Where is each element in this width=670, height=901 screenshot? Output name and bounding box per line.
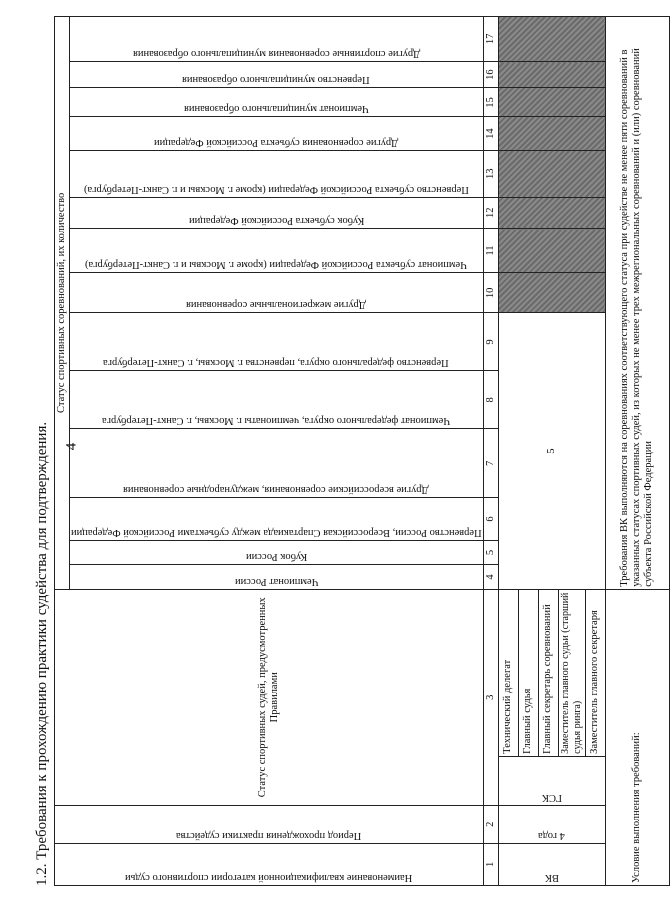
shaded-cell <box>498 197 605 228</box>
shaded-cell <box>498 88 605 117</box>
category-cell: ВК <box>498 843 605 885</box>
column-number: 4 <box>483 565 498 590</box>
period-header: Период прохождения практики судейства <box>55 805 484 843</box>
competition-header: Чемпионат России <box>70 565 484 590</box>
column-number: 16 <box>483 61 498 88</box>
column-number: 14 <box>483 117 498 150</box>
column-number: 6 <box>483 498 498 540</box>
competition-header: Первенство России, Всероссийская Спартакиада между субъектами Российской Федерации <box>70 498 484 540</box>
column-number: 7 <box>483 429 498 498</box>
column-number: 17 <box>483 17 498 62</box>
section-title: 1.2. Требования к прохождению практики судейства для подтверждения. <box>34 421 50 886</box>
shaded-cell <box>498 61 605 88</box>
page-number: 4 <box>63 442 80 451</box>
condition-text: Требования ВК выполняются на соревнованиях соответствующего статуса при судействе не менее пяти соревнований в указанных статусах спортивных судей, из которых не менее трех межрегиональных соревнований и (или) соревнований субъекта Российской Федерации <box>605 17 669 590</box>
column-number: 1 <box>483 843 498 885</box>
competition-header: Первенство субъекта Российской Федерации (кроме г. Москвы и г. Санкт-Петербурга) <box>70 150 484 197</box>
status-item: Заместитель главного судьи (старший судья ринга) <box>558 589 585 756</box>
competition-header: Другие всероссийские соревнования, международные соревнования <box>70 429 484 498</box>
status-item: Главный секретарь соревнований <box>538 589 558 756</box>
count-cell: 5 <box>498 313 605 589</box>
column-number: 8 <box>483 371 498 429</box>
condition-label: Условие выполнения требований: <box>605 589 669 885</box>
competitions-group-header: Статус спортивных соревнований, их количество <box>55 17 70 590</box>
column-number: 15 <box>483 88 498 117</box>
shaded-cell <box>498 228 605 273</box>
status-item: Заместитель главного секретаря <box>585 589 605 756</box>
competition-header: Другие межрегиональные соревнования <box>70 273 484 313</box>
competition-header: Другие соревнования субъекта Российской Федерации <box>70 117 484 150</box>
competition-header: Чемпионат федерального округа, чемпионаты г. Москвы, г. Санкт-Петербурга <box>70 371 484 429</box>
gsk-cell: ГСК <box>498 756 605 805</box>
competition-header: Другие спортивные соревнования муниципального образования <box>70 17 484 62</box>
column-number: 2 <box>483 805 498 843</box>
period-cell: 4 года <box>498 805 605 843</box>
status-header: Статус спортивных судей, предусмотренных Правилами <box>55 589 484 805</box>
competition-header: Первенство федерального округа, первенства г. Москвы, г. Санкт-Петербурга <box>70 313 484 371</box>
column-number: 13 <box>483 150 498 197</box>
shaded-cell <box>498 17 605 62</box>
column-numbers-row <box>483 17 498 886</box>
shaded-cell <box>498 150 605 197</box>
competition-header: Чемпионат субъекта Российской Федерации (кроме г. Москвы и г. Санкт-Петербурга) <box>70 228 484 273</box>
requirements-table <box>54 16 670 886</box>
category-header: Наименование квалификационной категории спортивного судьи <box>55 843 484 885</box>
rotated-sheet <box>30 16 655 886</box>
competition-header: Первенство муниципального образования <box>70 61 484 88</box>
column-number: 12 <box>483 197 498 228</box>
competition-header: Кубок России <box>70 540 484 565</box>
column-number: 11 <box>483 228 498 273</box>
competition-header: Кубок субъекта Российской Федерации <box>70 197 484 228</box>
column-number: 9 <box>483 313 498 371</box>
shaded-cell <box>498 273 605 313</box>
competition-header: Чемпионат муниципального образования <box>70 88 484 117</box>
shaded-cell <box>498 117 605 150</box>
column-number: 3 <box>483 589 498 805</box>
column-number: 5 <box>483 540 498 565</box>
status-item: Технический делегат <box>498 589 518 756</box>
status-item: Главный судья <box>518 589 538 756</box>
column-number: 10 <box>483 273 498 313</box>
